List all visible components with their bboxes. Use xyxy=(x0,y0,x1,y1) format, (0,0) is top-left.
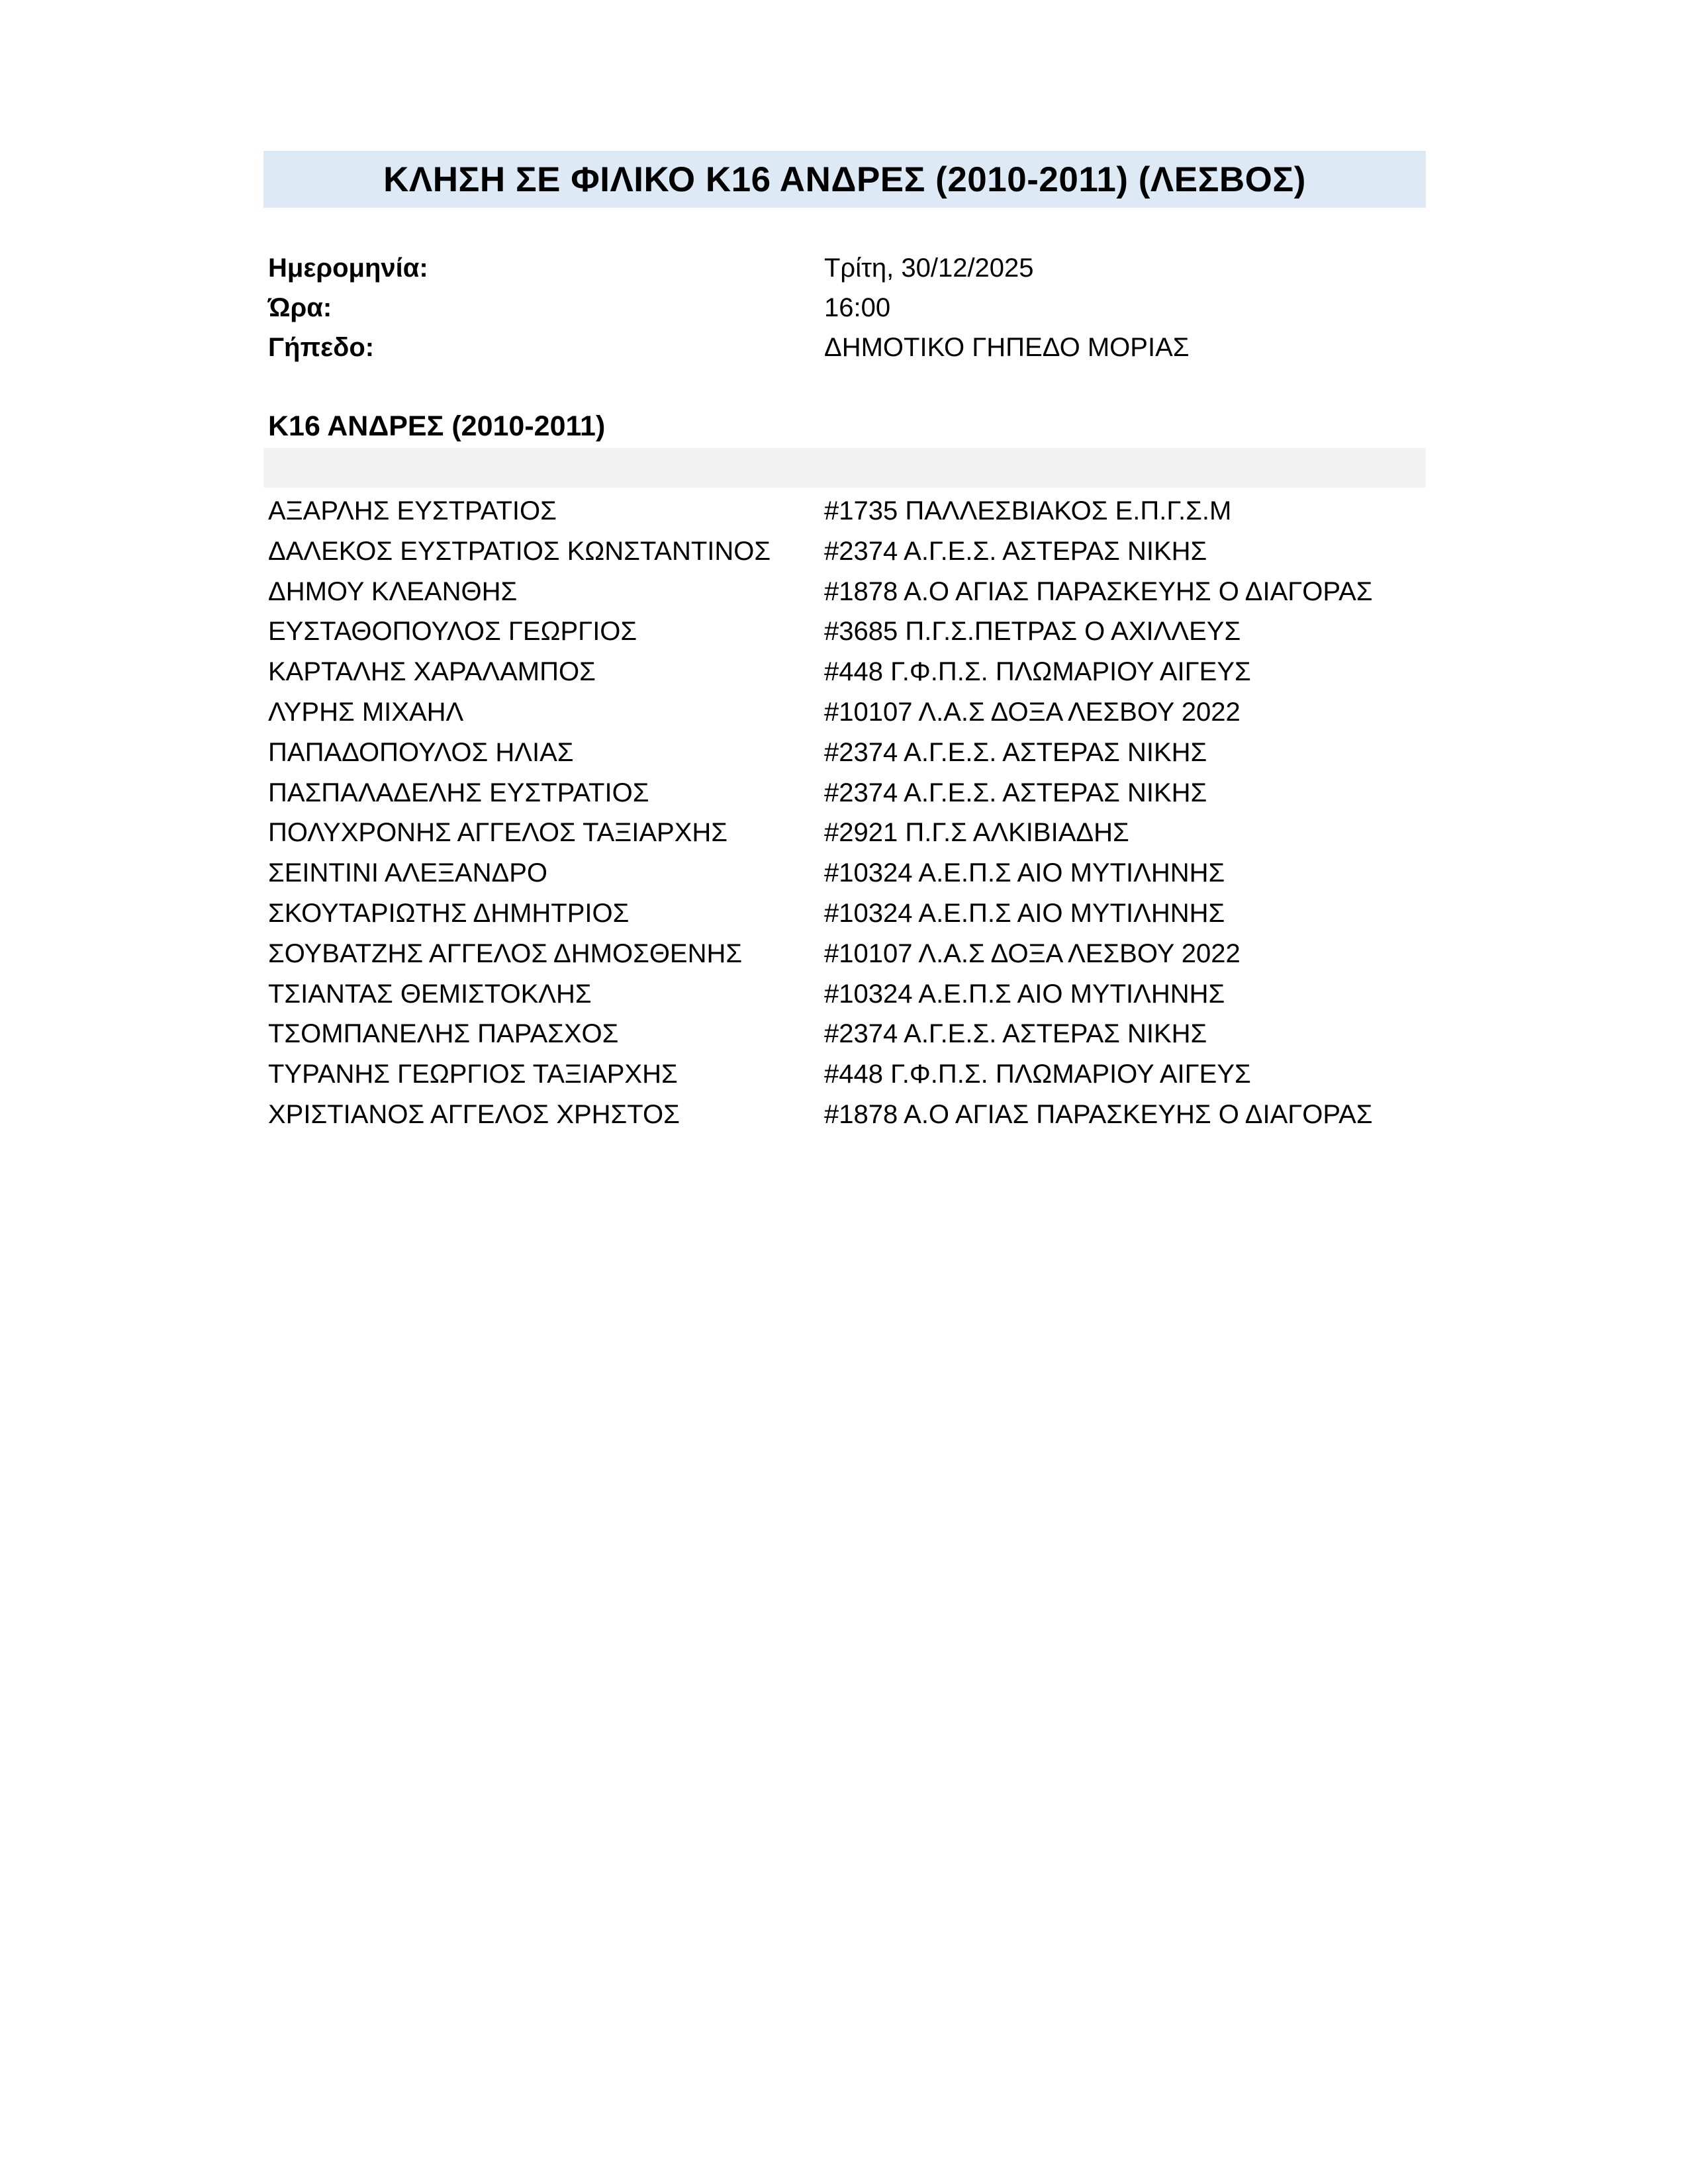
venue-label: Γήπεδο: xyxy=(268,333,375,362)
player-club: #3685 Π.Γ.Σ.ΠΕΤΡΑΣ Ο ΑΧΙΛΛΕΥΣ xyxy=(824,617,1241,647)
list-item xyxy=(268,491,1423,531)
list-item xyxy=(268,652,1423,692)
time-row xyxy=(268,288,1420,328)
player-name: ΠΑΠΑΔΟΠΟΥΛΟΣ ΗΛΙΑΣ xyxy=(268,737,574,767)
venue-row xyxy=(268,328,1420,367)
player-name: ΤΣΙΑΝΤΑΣ ΘΕΜΙΣΤΟΚΛΗΣ xyxy=(268,979,592,1009)
player-club: #10107 Λ.Α.Σ ΔΟΞΑ ΛΕΣΒΟΥ 2022 xyxy=(824,697,1241,727)
player-name: ΛΥΡΗΣ ΜΙΧΑΗΛ xyxy=(268,697,464,727)
title-banner xyxy=(263,151,1426,208)
venue-value: ΔΗΜΟΤΙΚΟ ΓΗΠΕΔΟ ΜΟΡΙΑΣ xyxy=(824,333,1190,362)
player-club: #10324 Α.Ε.Π.Σ ΑΙΟ ΜΥΤΙΛΗΝΗΣ xyxy=(824,898,1225,928)
document-title: ΚΛΗΣΗ ΣΕ ΦΙΛΙΚΟ Κ16 ΑΝΔΡΕΣ (2010-2011) (ΛΕΣΒΟΣ) xyxy=(383,159,1306,199)
player-club: #2374 Α.Γ.Ε.Σ. ΑΣΤΕΡΑΣ ΝΙΚΗΣ xyxy=(824,737,1207,767)
table-header-band xyxy=(263,448,1426,488)
list-item xyxy=(268,1054,1423,1095)
player-club: #2374 Α.Γ.Ε.Σ. ΑΣΤΕΡΑΣ ΝΙΚΗΣ xyxy=(824,536,1207,566)
list-item xyxy=(268,773,1423,813)
player-name: ΣΕΙΝΤΙΝΙ ΑΛΕΞΑΝΔΡΟ xyxy=(268,858,548,888)
list-item xyxy=(268,974,1423,1015)
player-name: ΑΞΑΡΛΗΣ ΕΥΣΤΡΑΤΙΟΣ xyxy=(268,496,557,525)
player-name: ΤΥΡΑΝΗΣ ΓΕΩΡΓΙΟΣ ΤΑΞΙΑΡΧΗΣ xyxy=(268,1060,678,1089)
list-item xyxy=(268,572,1423,612)
player-club: #1878 Α.Ο ΑΓΙΑΣ ΠΑΡΑΣΚΕΥΗΣ Ο ΔΙΑΓΟΡΑΣ xyxy=(824,576,1373,606)
player-name: ΧΡΙΣΤΙΑΝΟΣ ΑΓΓΕΛΟΣ ΧΡΗΣΤΟΣ xyxy=(268,1099,680,1129)
list-item xyxy=(268,1095,1423,1135)
section-title: Κ16 ΑΝΔΡΕΣ (2010-2011) xyxy=(268,410,606,442)
player-club: #1735 ΠΑΛΛΕΣΒΙΑΚΟΣ Ε.Π.Γ.Σ.Μ xyxy=(824,496,1232,525)
player-name: ΚΑΡΤΑΛΗΣ ΧΑΡΑΛΑΜΠΟΣ xyxy=(268,657,596,687)
player-club: #2374 Α.Γ.Ε.Σ. ΑΣΤΕΡΑΣ ΝΙΚΗΣ xyxy=(824,778,1207,807)
player-club: #2921 Π.Γ.Σ ΑΛΚΙΒΙΑΔΗΣ xyxy=(824,818,1129,848)
list-item xyxy=(268,893,1423,934)
player-name: ΠΑΣΠΑΛΑΔΕΛΗΣ ΕΥΣΤΡΑΤΙΟΣ xyxy=(268,778,649,807)
list-item xyxy=(268,1014,1423,1054)
player-club: #1878 Α.Ο ΑΓΙΑΣ ΠΑΡΑΣΚΕΥΗΣ Ο ΔΙΑΓΟΡΑΣ xyxy=(824,1099,1373,1129)
list-item xyxy=(268,813,1423,853)
player-club: #10324 Α.Ε.Π.Σ ΑΙΟ ΜΥΤΙΛΗΝΗΣ xyxy=(824,858,1225,888)
player-club: #448 Γ.Φ.Π.Σ. ΠΛΩΜΑΡΙΟΥ ΑΙΓΕΥΣ xyxy=(824,1060,1251,1089)
list-item xyxy=(268,853,1423,893)
player-club: #448 Γ.Φ.Π.Σ. ΠΛΩΜΑΡΙΟΥ ΑΙΓΕΥΣ xyxy=(824,657,1251,687)
time-value: 16:00 xyxy=(824,293,891,322)
player-name: ΔΗΜΟΥ ΚΛΕΑΝΘΗΣ xyxy=(268,576,518,606)
player-name: ΣΟΥΒΑΤΖΗΣ ΑΓΓΕΛΟΣ ΔΗΜΟΣΘΕΝΗΣ xyxy=(268,938,743,968)
list-item xyxy=(268,531,1423,572)
list-item xyxy=(268,934,1423,974)
date-row xyxy=(268,248,1420,288)
player-club: #10107 Λ.Α.Σ ΔΟΞΑ ΛΕΣΒΟΥ 2022 xyxy=(824,938,1241,968)
date-label: Ημερομηνία: xyxy=(268,253,428,283)
player-name: ΔΑΛΕΚΟΣ ΕΥΣΤΡΑΤΙΟΣ ΚΩΝΣΤΑΝΤΙΝΟΣ xyxy=(268,536,771,566)
player-list xyxy=(268,491,1423,1135)
list-item xyxy=(268,612,1423,652)
date-value: Τρίτη, 30/12/2025 xyxy=(824,253,1034,283)
player-name: ΤΣΟΜΠΑΝΕΛΗΣ ΠΑΡΑΣΧΟΣ xyxy=(268,1019,619,1049)
player-name: ΣΚΟΥΤΑΡΙΩΤΗΣ ΔΗΜΗΤΡΙΟΣ xyxy=(268,898,630,928)
time-label: Ώρα: xyxy=(268,293,332,322)
list-item xyxy=(268,692,1423,733)
player-club: #10324 Α.Ε.Π.Σ ΑΙΟ ΜΥΤΙΛΗΝΗΣ xyxy=(824,979,1225,1009)
list-item xyxy=(268,733,1423,773)
player-club: #2374 Α.Γ.Ε.Σ. ΑΣΤΕΡΑΣ ΝΙΚΗΣ xyxy=(824,1019,1207,1049)
player-name: ΠΟΛΥΧΡΟΝΗΣ ΑΓΓΕΛΟΣ ΤΑΞΙΑΡΧΗΣ xyxy=(268,818,728,848)
player-name: ΕΥΣΤΑΘΟΠΟΥΛΟΣ ΓΕΩΡΓΙΟΣ xyxy=(268,617,637,647)
